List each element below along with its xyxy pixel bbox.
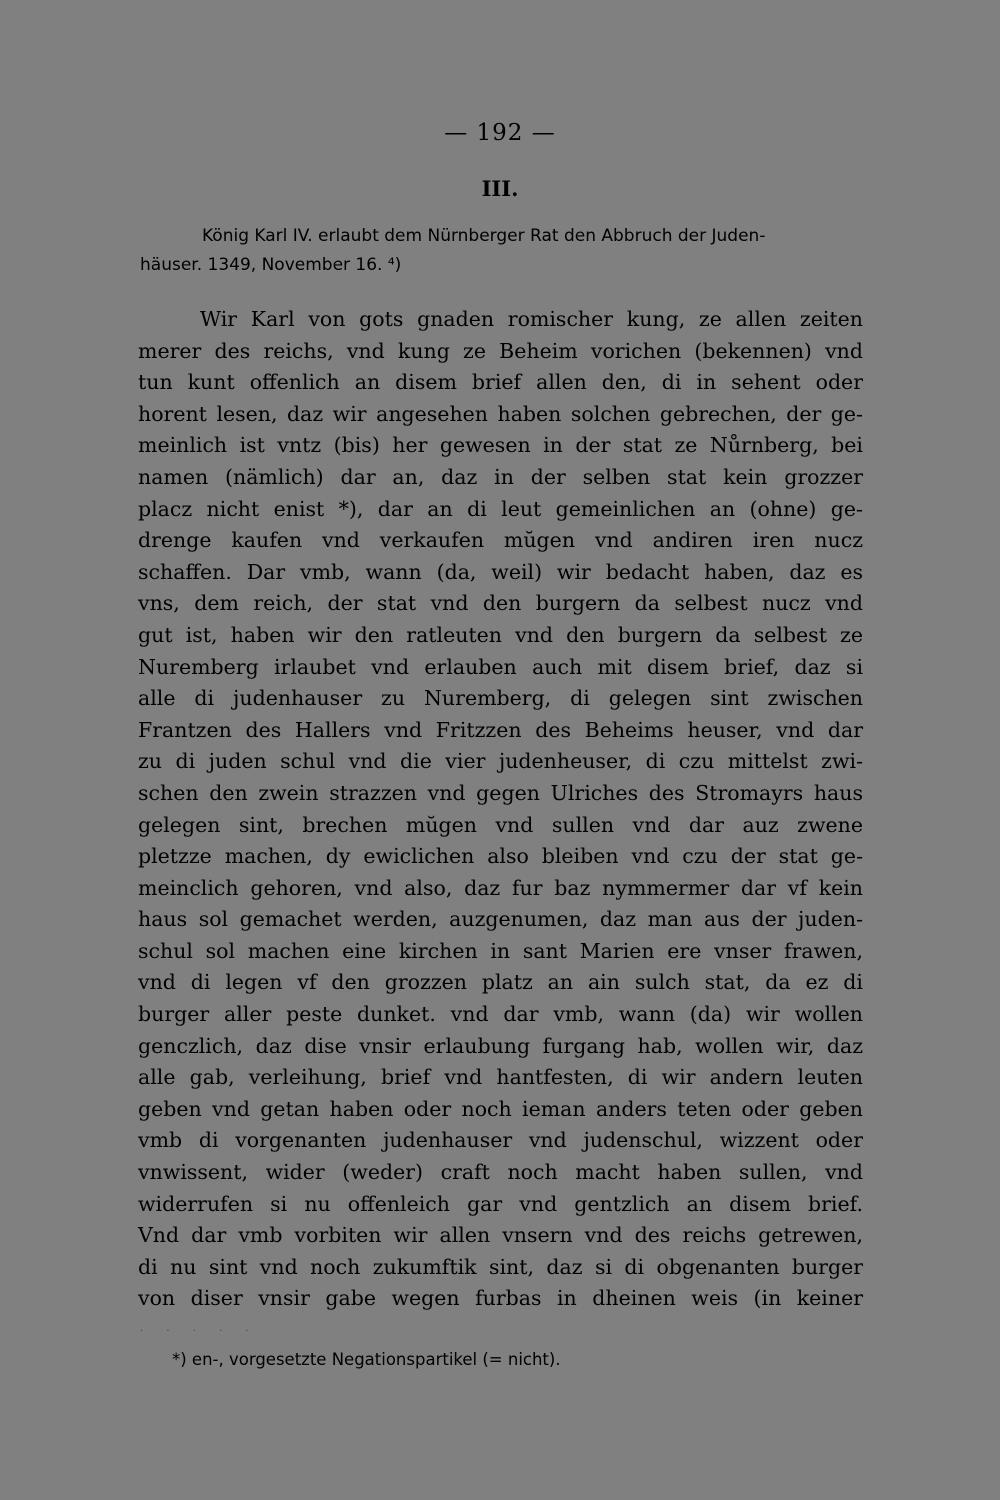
text-line: merer des reichs, vnd kung ze Beheim vorichen (bekennen) vnd	[138, 338, 863, 363]
text-line: alle di judenhauser zu Nuremberg, di gelegen sint zwischen	[138, 686, 863, 711]
text-line: haus sol gemachet werden, auzgenumen, daz man aus der juden-	[138, 907, 863, 932]
text-line: burger aller peste dunket. vnd dar vmb, wann (da) wir wollen	[138, 1002, 863, 1027]
summary-line-2: häuser. 1349, November 16. ⁴)	[140, 255, 402, 275]
text-line: gut ist, haben wir den ratleuten vnd den burgern da selbest ze	[138, 622, 863, 647]
document-summary	[140, 222, 862, 280]
text-line: drenge kaufen vnd verkaufen mŭgen vnd andiren iren nucz	[138, 528, 863, 553]
text-line: schaffen. Dar vmb, wann (da, weil) wir bedacht haben, daz es	[138, 559, 863, 584]
text-line: vmb di vorgenanten judenhauser vnd judenschul, wizzent oder	[138, 1128, 863, 1153]
text-line: vnwissent, wider (weder) craft noch macht haben sullen, vnd	[138, 1160, 863, 1185]
text-line: namen (nämlich) dar an, daz in der selben stat kein grozzer	[138, 464, 863, 489]
text-line: vnd di legen vf den grozzen platz an ain sulch stat, da ez di	[138, 970, 863, 995]
text-line: von diser vnsir gabe wegen furbas in dheinen weis (in keiner	[138, 1286, 863, 1311]
footnote: *) en-, vorgesetzte Negationspartikel (= nicht).	[172, 1350, 561, 1369]
footnote-divider: · · · · ·	[140, 1326, 259, 1337]
text-line: meinclich gehoren, vnd also, daz fur baz nymmermer dar vf kein	[138, 875, 863, 900]
page-number: — 192 —	[444, 120, 556, 146]
text-line: vns, dem reich, der stat vnd den burgern da selbest nucz vnd	[138, 591, 863, 616]
summary-line-1: König Karl IV. erlaubt dem Nürnberger Rat den Abbruch der Juden-	[202, 226, 766, 246]
text-line: horent lesen, daz wir angesehen haben solchen gebrechen, der ge-	[138, 401, 863, 426]
text-line: Frantzen des Hallers vnd Fritzzen des Beheims heuser, vnd dar	[138, 717, 863, 742]
text-line: pletzze machen, dy ewiclichen also bleiben vnd czu der stat ge-	[138, 844, 863, 869]
text-line: Wir Karl von gots gnaden romischer kung, ze allen zeiten	[200, 307, 863, 331]
text-line: meinlich ist vntz (bis) her gewesen in der stat ze Nůrnberg, bei	[138, 433, 863, 458]
text-line: Vnd dar vmb vorbiten wir allen vnsern vnd des reichs getrewen,	[138, 1223, 863, 1248]
text-line: alle gab, verleihung, brief vnd hantfesten, di wir andern leuten	[138, 1065, 863, 1090]
text-line: genczlich, daz dise vnsir erlaubung furgang hab, wollen wir, daz	[138, 1033, 863, 1058]
text-line: geben vnd getan haben oder noch ieman anders teten oder geben	[138, 1096, 863, 1121]
section-heading: III.	[481, 176, 519, 201]
text-line: placz nicht enist *), dar an di leut gemeinlichen an (ohne) ge-	[138, 496, 863, 521]
text-line: schul sol machen eine kirchen in sant Marien ere vnser frawen,	[138, 938, 863, 963]
text-line: zu di juden schul vnd die vier judenheuser, di czu mittelst zwi-	[138, 749, 863, 774]
text-line: Nuremberg irlaubet vnd erlauben auch mit disem brief, daz si	[138, 654, 863, 679]
text-line: gelegen sint, brechen mŭgen vnd sullen vnd dar auz zwene	[138, 812, 863, 837]
text-line: di nu sint vnd noch zukumftik sint, daz si di obgenanten burger	[138, 1254, 863, 1279]
text-line: tun kunt offenlich an disem brief allen den, di in sehent oder	[138, 370, 863, 395]
text-line: widerrufen si nu offenleich gar vnd gentzlich an disem brief.	[138, 1191, 863, 1216]
charter-text	[138, 304, 863, 1315]
text-line: schen den zwein strazzen vnd gegen Ulriches des Stromayrs haus	[138, 780, 863, 805]
